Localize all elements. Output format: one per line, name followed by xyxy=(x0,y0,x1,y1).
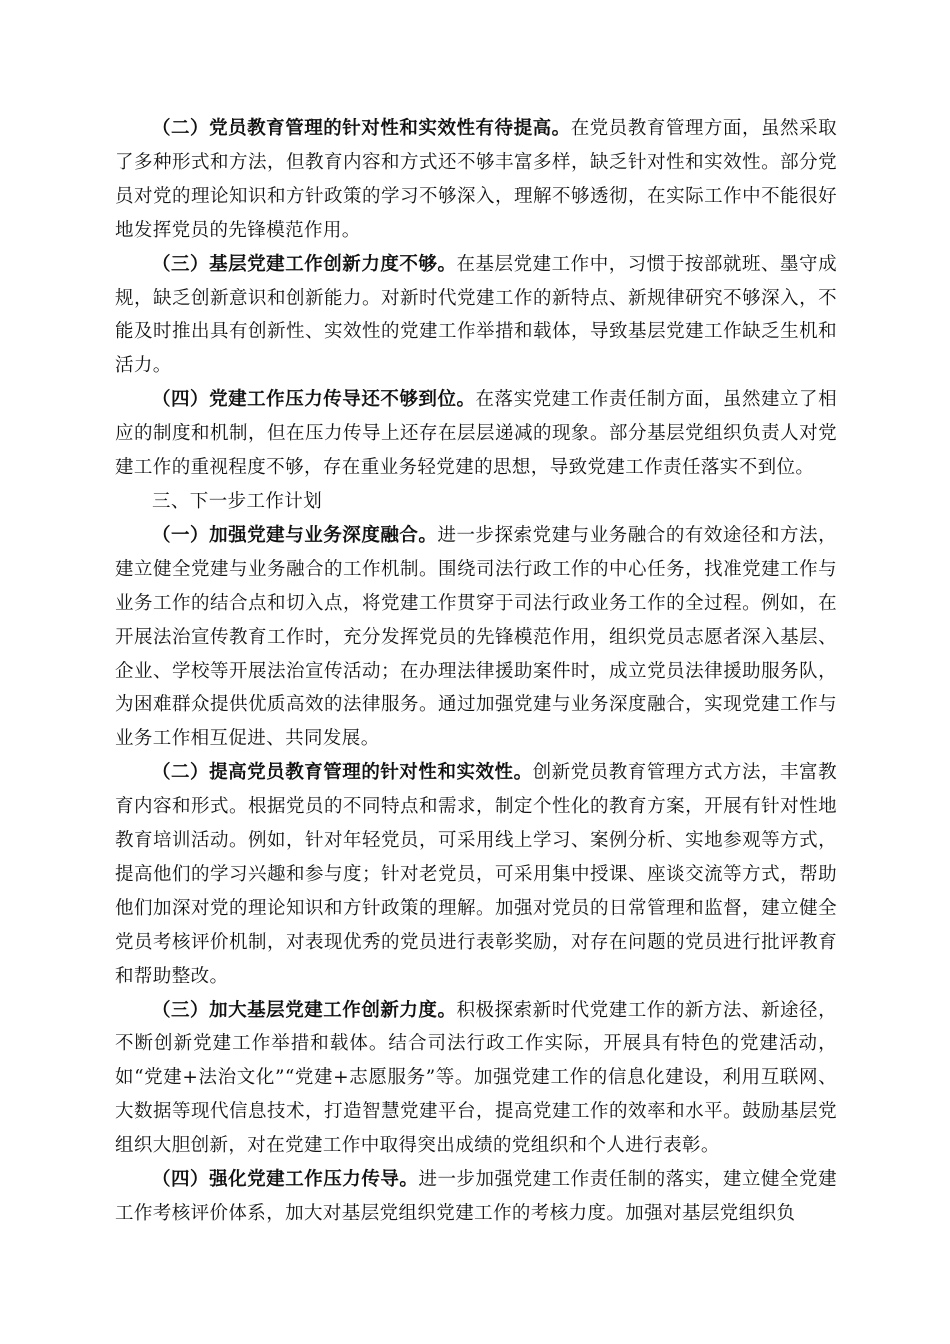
paragraph-lead: （四）强化党建工作压力传导。 xyxy=(152,1169,419,1191)
paragraph-body: 进一步探索党建与业务融合的有效途径和方法，建立健全党建与业务融合的工作机制。围绕司法行政工作的中心任务，找准党建工作与业务工作的结合点和切入点，将党建工作贯穿于司法行政业务工作的全过程。例如，在开展法治宣传教育工作时，充分发挥党员的先锋模范作用，组织党员志愿者深入基层、企业、学校等开展法治宣传活动；在办理法律援助案件时，成立党员法律援助服务队，为困难群众提供优质高效的法律服务。通过加强党建与业务深度融合，实现党建工作与业务工作相互促进、共同发展。 xyxy=(115,524,837,750)
paragraph-plan-4 xyxy=(115,1163,837,1231)
paragraph-issue-2 xyxy=(115,112,837,248)
paragraph-plan-3 xyxy=(115,994,837,1164)
paragraph-lead: （四）党建工作压力传导还不够到位。 xyxy=(152,389,476,411)
paragraph-body: 在基层党建工作中，习惯于按部就班、墨守成规，缺乏创新意识和创新能力。对新时代党建工作的新特点、新规律研究不够深入，不能及时推出具有创新性、实效性的党建工作举措和载体，导致基层党建工作缺乏生机和活力。 xyxy=(115,253,837,377)
paragraph-lead: （二）提高党员教育管理的针对性和实效性。 xyxy=(152,762,533,784)
document-page xyxy=(115,112,837,1231)
paragraph-body: 在党员教育管理方面，虽然采取了多种形式和方法，但教育内容和方式还不够丰富多样，缺乏针对性和实效性。部分党员对党的理论知识和方针政策的学习不够深入，理解不够透彻，在实际工作中不能很好地发挥党员的先锋模范作用。 xyxy=(115,118,837,241)
paragraph-plan-1 xyxy=(115,519,837,756)
paragraph-plan-2 xyxy=(115,756,837,993)
paragraph-issue-4 xyxy=(115,383,837,485)
paragraph-body: 在落实党建工作责任制方面，虽然建立了相应的制度和机制，但在压力传导上还存在层层递减的现象。部分基层党组织负责人对党建工作的重视程度不够，存在重业务轻党建的思想，导致党建工作责任落实不到位。 xyxy=(115,389,837,479)
paragraph-lead: （一）加强党建与业务深度融合。 xyxy=(152,524,438,546)
paragraph-body: 进一步加强党建工作责任制的落实，建立健全党建工作考核评价体系，加大对基层党组织党建工作的考核力度。加强对基层党组织负 xyxy=(115,1169,837,1224)
paragraph-body: 积极探索新时代党建工作的新方法、新途径，不断创新党建工作举措和载体。结合司法行政工作实际，开展具有特色的党建活动，如“党建+法治文化”“党建+志愿服务”等。加强党建工作的信息化建设，利用互联网、大数据等现代信息技术，打造智慧党建平台，提高党建工作的效率和水平。鼓励基层党组织大胆创新，对在党建工作中取得突出成绩的党组织和个人进行表彰。 xyxy=(115,999,837,1157)
section-heading: 三、下一步工作计划 xyxy=(152,490,323,512)
paragraph-body: 创新党员教育管理方式方法，丰富教育内容和形式。根据党员的不同特点和需求，制定个性化的教育方案，开展有针对性地教育培训活动。例如，针对年轻党员，可采用线上学习、案例分析、实地参观等方式，提高他们的学习兴趣和参与度；针对老党员，可采用集中授课、座谈交流等方式，帮助他们加深对党的理论知识和方针政策的理解。加强对党员的日常管理和监督，建立健全党员考核评价机制，对表现优秀的党员进行表彰奖励，对存在问题的党员进行批评教育和帮助整改。 xyxy=(115,762,837,987)
paragraph-lead: （三）加大基层党建工作创新力度。 xyxy=(152,999,457,1021)
paragraph-issue-3 xyxy=(115,248,837,384)
paragraph-lead: （二）党员教育管理的针对性和实效性有待提高。 xyxy=(152,118,571,139)
paragraph-lead: （三）基层党建工作创新力度不够。 xyxy=(152,253,457,275)
